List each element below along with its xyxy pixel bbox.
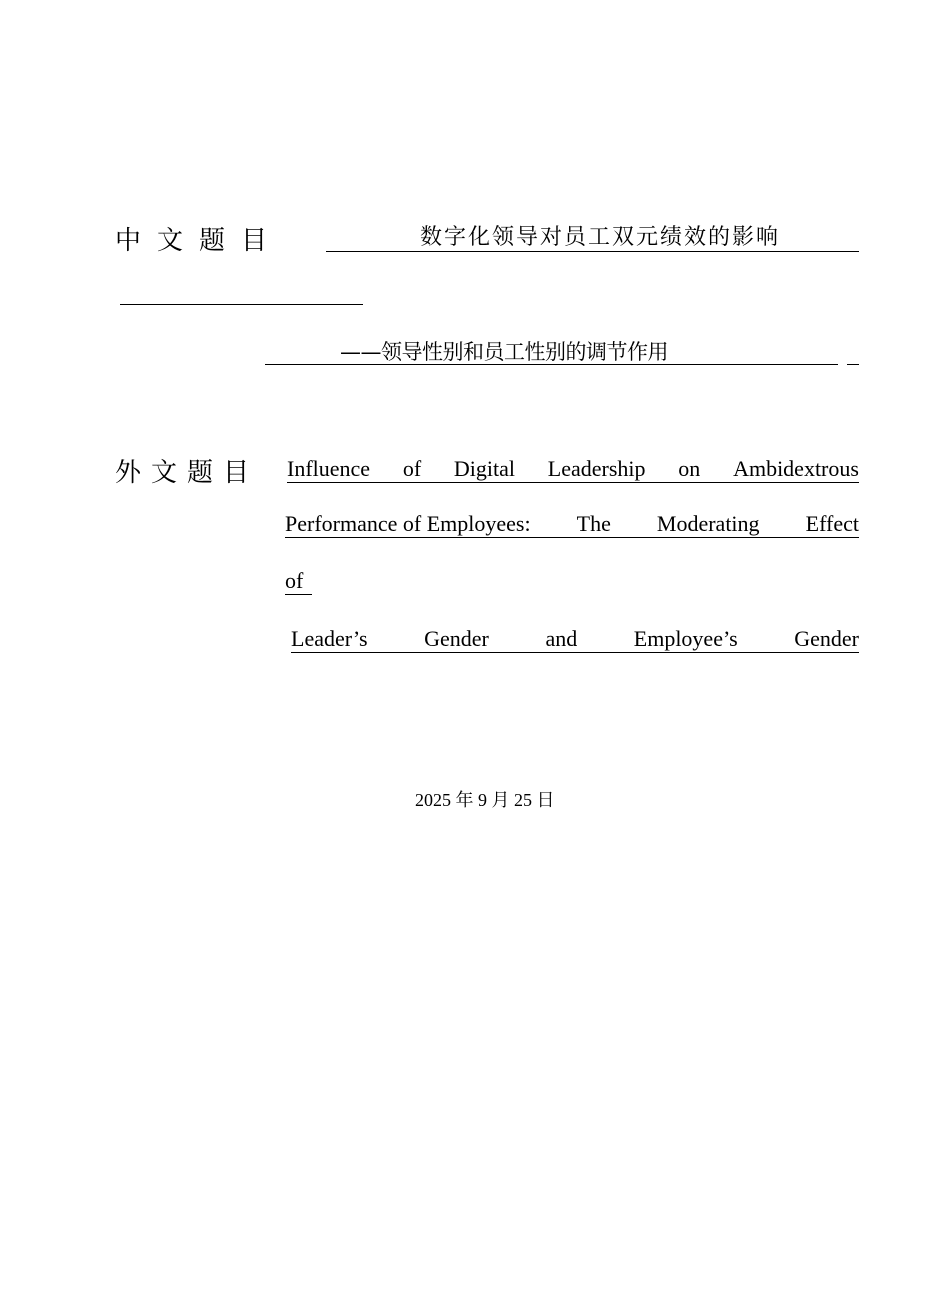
title-word: Gender [794,626,859,651]
chinese-subtitle-underline [265,364,838,365]
title-word: Leader’s [291,626,368,651]
foreign-line-1-underline [287,482,859,483]
chinese-title-underline [326,251,859,252]
foreign-line-3-underline [285,594,312,595]
title-word: Effect [805,511,859,536]
title-word: The [576,511,611,536]
foreign-title-label: 外文题目 [115,458,260,488]
chinese-title-text: 数字化领导对员工双元绩效的影响 [420,225,781,250]
chinese-title-label: 中文题目 [115,226,284,256]
foreign-title-line-4 [291,625,859,653]
title-word: Influence [287,456,371,481]
title-word: Performance of Employees: [285,511,531,536]
foreign-title-line-2 [285,510,859,538]
title-word: Employee’s [633,626,738,651]
title-word: Gender [424,626,489,651]
title-word: on [678,456,701,481]
chinese-subtitle-text: ——领导性别和员工性别的调节作用 [340,340,668,364]
title-word: Leadership [547,456,646,481]
blank-underline [120,304,363,305]
title-word: Digital [453,456,516,481]
title-word: Ambidextrous [733,456,859,481]
foreign-title-line-1 [287,455,859,483]
foreign-line-2-underline [285,537,859,538]
trailing-underline [847,364,859,365]
foreign-line-4-underline [291,652,859,653]
title-word: of [402,456,422,481]
title-word: and [545,626,578,651]
title-word: of [285,568,304,593]
date-text: 2025 年 9 月 25 日 [415,790,555,810]
title-word: Moderating [656,511,760,536]
foreign-title-line-3 [285,567,345,595]
